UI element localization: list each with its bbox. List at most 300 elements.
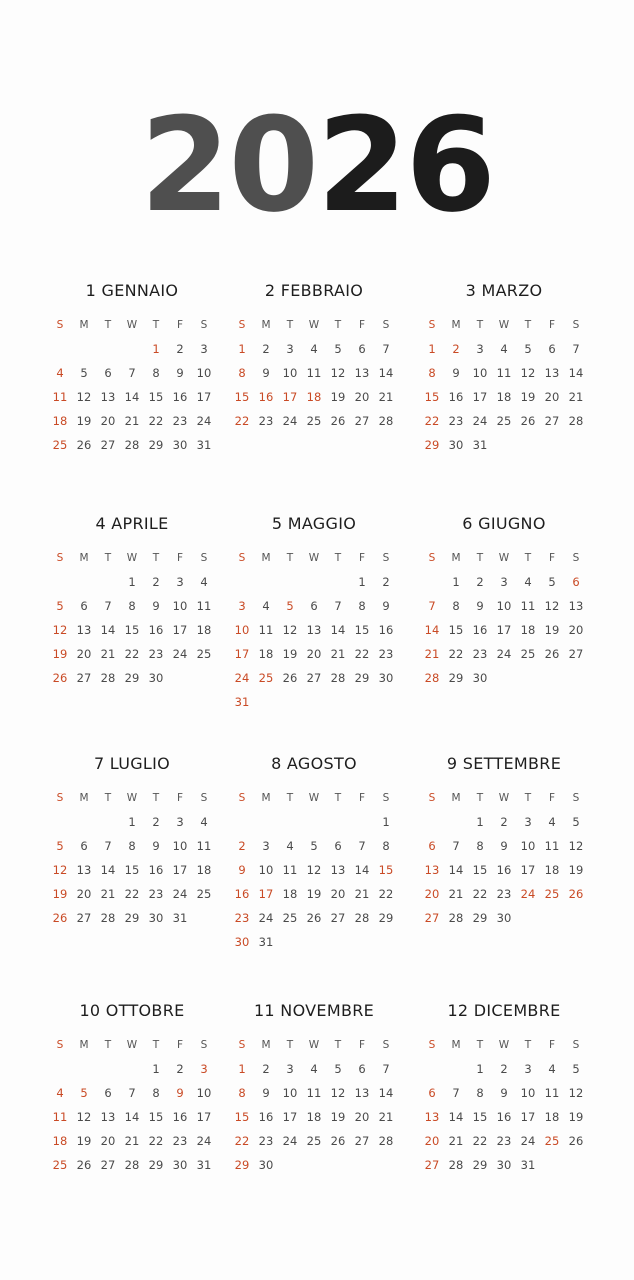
day-cell: 26 [52,671,68,685]
weekday-header: W [498,1039,510,1051]
weekday-header: M [451,792,461,804]
day-cell: 2 [176,1062,184,1076]
day-cell: 4 [200,815,208,829]
day-cell: 26 [520,414,536,428]
day-cell: 20 [76,647,92,661]
day-cell: 11 [196,599,212,613]
day-cell: 13 [424,863,440,877]
weekday-header: M [451,319,461,331]
day-cell: 10 [196,1086,212,1100]
day-cell: 15 [234,1110,250,1124]
weekday-header: T [152,792,160,804]
empty-cell [420,570,444,594]
day-cell: 18 [496,390,512,404]
day-cell: 11 [544,1086,560,1100]
month-calendar [48,281,216,457]
day-cell: 4 [500,342,508,356]
day-cell: 11 [258,623,274,637]
month-calendar [420,754,588,930]
day-cell: 29 [472,911,488,925]
day-cell: 21 [124,1134,140,1148]
day-cell: 18 [544,1110,560,1124]
day-cell: 5 [572,1062,580,1076]
day-cell: 7 [128,1086,136,1100]
weekday-header: W [126,552,138,564]
day-cell: 3 [176,815,184,829]
day-cell: 5 [56,839,64,853]
weekday-header: M [79,552,89,564]
weekday-header: W [308,1039,320,1051]
weekday-header: S [572,552,580,564]
day-cell: 29 [472,1158,488,1172]
day-cell: 31 [472,438,488,452]
day-cell: 9 [152,839,160,853]
day-cell: 13 [568,599,584,613]
day-cell: 24 [496,647,512,661]
day-cell: 12 [520,366,536,380]
day-cell: 22 [424,414,440,428]
day-cell: 14 [124,390,140,404]
day-cell: 28 [568,414,584,428]
day-cell: 8 [152,1086,160,1100]
month-grid [230,546,398,714]
day-cell: 27 [100,1158,116,1172]
weekday-header: F [176,552,184,564]
day-cell: 13 [544,366,560,380]
empty-cell [420,810,444,834]
day-cell: 20 [424,1134,440,1148]
day-cell: 18 [306,1110,322,1124]
day-cell: 12 [568,1086,584,1100]
day-cell: 18 [544,863,560,877]
day-cell: 18 [520,623,536,637]
day-cell: 10 [172,839,188,853]
empty-cell [278,810,302,834]
day-cell: 2 [452,342,460,356]
day-cell: 13 [354,366,370,380]
day-cell: 27 [544,414,560,428]
weekday-header: W [308,792,320,804]
day-cell: 23 [172,1134,188,1148]
day-cell: 16 [148,863,164,877]
weekday-header: F [176,1039,184,1051]
day-cell: 9 [262,366,270,380]
weekday-header: S [238,319,246,331]
weekday-header: S [428,552,436,564]
day-cell: 28 [448,1158,464,1172]
day-cell: 20 [100,1134,116,1148]
weekday-header: F [548,552,556,564]
day-cell: 28 [124,1158,140,1172]
weekday-header: S [200,319,208,331]
day-cell: 7 [452,839,460,853]
day-cell: 3 [200,1062,208,1076]
day-cell: 2 [262,342,270,356]
day-cell: 18 [282,887,298,901]
day-cell: 17 [282,390,298,404]
empty-cell [254,810,278,834]
month-title: 4 APRILE [95,514,169,533]
day-cell: 12 [306,863,322,877]
day-cell: 22 [124,647,140,661]
day-cell: 18 [258,647,274,661]
day-cell: 8 [428,366,436,380]
weekday-header: M [79,1039,89,1051]
weekday-header: T [104,319,112,331]
day-cell: 19 [544,623,560,637]
day-cell: 24 [196,1134,212,1148]
day-cell: 19 [330,1110,346,1124]
day-cell: 4 [56,366,64,380]
weekday-header: T [286,319,294,331]
day-cell: 2 [176,342,184,356]
day-cell: 19 [330,390,346,404]
day-cell: 9 [476,599,484,613]
empty-cell [96,337,120,361]
day-cell: 14 [100,623,116,637]
weekday-header: W [498,552,510,564]
day-cell: 21 [100,647,116,661]
day-cell: 20 [330,887,346,901]
weekday-header: T [152,319,160,331]
day-cell: 17 [496,623,512,637]
day-cell: 22 [354,647,370,661]
day-cell: 12 [76,1110,92,1124]
day-cell: 4 [262,599,270,613]
day-cell: 12 [330,1086,346,1100]
empty-cell [230,570,254,594]
day-cell: 12 [568,839,584,853]
day-cell: 23 [378,647,394,661]
day-cell: 4 [548,1062,556,1076]
day-cell: 24 [472,414,488,428]
day-cell: 25 [52,438,68,452]
day-cell: 10 [258,863,274,877]
day-cell: 12 [330,366,346,380]
day-cell: 4 [548,815,556,829]
empty-cell [48,570,72,594]
day-cell: 23 [472,647,488,661]
day-cell: 11 [544,839,560,853]
day-cell: 12 [544,599,560,613]
day-cell: 20 [100,414,116,428]
weekday-header: F [358,1039,366,1051]
day-cell: 18 [306,390,322,404]
day-cell: 30 [172,1158,188,1172]
weekday-header: F [176,792,184,804]
day-cell: 14 [378,1086,394,1100]
day-cell: 3 [200,342,208,356]
day-cell: 3 [476,342,484,356]
weekday-header: S [56,319,64,331]
weekday-header: S [238,792,246,804]
weekday-header: W [498,319,510,331]
day-cell: 27 [424,911,440,925]
day-cell: 4 [524,575,532,589]
day-cell: 31 [234,695,250,709]
day-cell: 13 [76,623,92,637]
day-cell: 15 [424,390,440,404]
day-cell: 21 [330,647,346,661]
day-cell: 23 [148,887,164,901]
day-cell: 3 [524,1062,532,1076]
day-cell: 16 [472,623,488,637]
day-cell: 29 [354,671,370,685]
weekday-header: S [200,792,208,804]
day-cell: 26 [306,911,322,925]
day-cell: 19 [76,414,92,428]
day-cell: 5 [80,1086,88,1100]
day-cell: 26 [568,887,584,901]
empty-cell [48,337,72,361]
day-cell: 26 [282,671,298,685]
day-cell: 25 [52,1158,68,1172]
day-cell: 6 [104,366,112,380]
day-cell: 31 [196,438,212,452]
day-cell: 18 [196,863,212,877]
day-cell: 30 [448,438,464,452]
month-grid [420,786,588,930]
day-cell: 29 [124,911,140,925]
day-cell: 19 [52,647,68,661]
day-cell: 15 [378,863,394,877]
day-cell: 17 [196,1110,212,1124]
empty-cell [326,810,350,834]
weekday-header: S [56,1039,64,1051]
year-digit: 0 [228,89,317,241]
weekday-header: M [261,552,271,564]
month-calendar [230,514,398,714]
weekday-header: F [358,552,366,564]
month-grid [230,786,398,954]
weekday-header: S [572,1039,580,1051]
day-cell: 20 [354,1110,370,1124]
day-cell: 17 [172,863,188,877]
weekday-header: T [104,792,112,804]
day-cell: 2 [382,575,390,589]
weekday-header: W [308,319,320,331]
day-cell: 5 [334,342,342,356]
day-cell: 27 [306,671,322,685]
day-cell: 26 [330,1134,346,1148]
weekday-header: T [476,1039,484,1051]
day-cell: 14 [424,623,440,637]
day-cell: 21 [424,647,440,661]
day-cell: 7 [128,366,136,380]
day-cell: 20 [568,623,584,637]
weekday-header: T [524,792,532,804]
day-cell: 14 [448,863,464,877]
day-cell: 12 [52,623,68,637]
day-cell: 15 [124,623,140,637]
day-cell: 19 [76,1134,92,1148]
weekday-header: M [451,552,461,564]
empty-cell [326,570,350,594]
day-cell: 1 [128,815,136,829]
day-cell: 2 [152,815,160,829]
weekday-header: T [286,552,294,564]
month-title: 8 AGOSTO [271,754,357,773]
day-cell: 23 [148,647,164,661]
day-cell: 6 [80,599,88,613]
day-cell: 3 [262,839,270,853]
day-cell: 12 [76,390,92,404]
day-cell: 23 [258,1134,274,1148]
weekday-header: S [200,552,208,564]
weekday-header: S [56,792,64,804]
month-title: 10 OTTOBRE [79,1001,185,1020]
day-cell: 2 [262,1062,270,1076]
day-cell: 16 [148,623,164,637]
day-cell: 21 [448,1134,464,1148]
day-cell: 9 [152,599,160,613]
day-cell: 21 [100,887,116,901]
weekday-header: F [358,792,366,804]
month-calendar [420,1001,588,1177]
day-cell: 27 [100,438,116,452]
day-cell: 23 [448,414,464,428]
day-cell: 6 [428,1086,436,1100]
day-cell: 9 [176,1086,184,1100]
day-cell: 15 [354,623,370,637]
month-grid [48,313,216,457]
day-cell: 23 [172,414,188,428]
day-cell: 1 [428,342,436,356]
day-cell: 4 [200,575,208,589]
day-cell: 21 [448,887,464,901]
day-cell: 28 [378,1134,394,1148]
day-cell: 16 [258,390,274,404]
day-cell: 15 [448,623,464,637]
day-cell: 2 [476,575,484,589]
day-cell: 10 [172,599,188,613]
weekday-header: W [498,792,510,804]
day-cell: 14 [378,366,394,380]
day-cell: 30 [234,935,250,949]
weekday-header: T [476,792,484,804]
weekday-header: T [334,792,342,804]
day-cell: 10 [196,366,212,380]
day-cell: 24 [196,414,212,428]
weekday-header: M [261,319,271,331]
weekday-header: M [451,1039,461,1051]
day-cell: 3 [524,815,532,829]
day-cell: 14 [448,1110,464,1124]
day-cell: 15 [472,1110,488,1124]
day-cell: 11 [306,1086,322,1100]
empty-cell [444,810,468,834]
day-cell: 18 [196,623,212,637]
empty-cell [302,810,326,834]
empty-cell [72,337,96,361]
day-cell: 14 [354,863,370,877]
day-cell: 17 [282,1110,298,1124]
day-cell: 28 [378,414,394,428]
day-cell: 21 [378,1110,394,1124]
day-cell: 4 [286,839,294,853]
day-cell: 24 [258,911,274,925]
day-cell: 23 [258,414,274,428]
month-title: 3 MARZO [465,281,543,300]
weekday-header: F [548,792,556,804]
day-cell: 30 [496,1158,512,1172]
empty-cell [120,337,144,361]
month-title: 9 SETTEMBRE [446,754,562,773]
day-cell: 14 [568,366,584,380]
day-cell: 16 [496,1110,512,1124]
day-cell: 9 [382,599,390,613]
day-cell: 25 [258,671,274,685]
weekday-header: S [382,1039,390,1051]
day-cell: 22 [148,1134,164,1148]
day-cell: 10 [520,1086,536,1100]
day-cell: 30 [472,671,488,685]
day-cell: 3 [286,342,294,356]
day-cell: 16 [172,1110,188,1124]
day-cell: 25 [306,1134,322,1148]
day-cell: 24 [282,1134,298,1148]
day-cell: 8 [128,839,136,853]
day-cell: 14 [330,623,346,637]
day-cell: 22 [378,887,394,901]
day-cell: 13 [306,623,322,637]
weekday-header: F [548,319,556,331]
day-cell: 19 [306,887,322,901]
month-title: 7 LUGLIO [93,754,171,773]
empty-cell [444,1057,468,1081]
day-cell: 5 [548,575,556,589]
day-cell: 5 [56,599,64,613]
day-cell: 1 [476,1062,484,1076]
month-title: 2 FEBBRAIO [264,281,364,300]
day-cell: 7 [334,599,342,613]
day-cell: 8 [382,839,390,853]
day-cell: 1 [128,575,136,589]
month-calendar [48,514,216,690]
day-cell: 31 [258,935,274,949]
day-cell: 1 [238,342,246,356]
day-cell: 31 [520,1158,536,1172]
day-cell: 2 [500,1062,508,1076]
year-title [0,89,634,241]
month-grid [48,786,216,930]
weekday-header: T [152,1039,160,1051]
day-cell: 8 [238,1086,246,1100]
weekday-header: M [261,1039,271,1051]
day-cell: 21 [124,414,140,428]
day-cell: 28 [124,438,140,452]
day-cell: 16 [234,887,250,901]
day-cell: 6 [548,342,556,356]
weekday-header: W [126,1039,138,1051]
day-cell: 6 [572,575,580,589]
weekday-header: W [126,792,138,804]
day-cell: 25 [196,887,212,901]
day-cell: 11 [306,366,322,380]
day-cell: 23 [496,1134,512,1148]
day-cell: 8 [452,599,460,613]
day-cell: 13 [76,863,92,877]
month-title: 6 GIUGNO [462,514,546,533]
empty-cell [302,570,326,594]
weekday-header: S [428,1039,436,1051]
day-cell: 29 [148,438,164,452]
day-cell: 1 [358,575,366,589]
day-cell: 18 [52,414,68,428]
day-cell: 6 [80,839,88,853]
day-cell: 29 [148,1158,164,1172]
day-cell: 12 [52,863,68,877]
